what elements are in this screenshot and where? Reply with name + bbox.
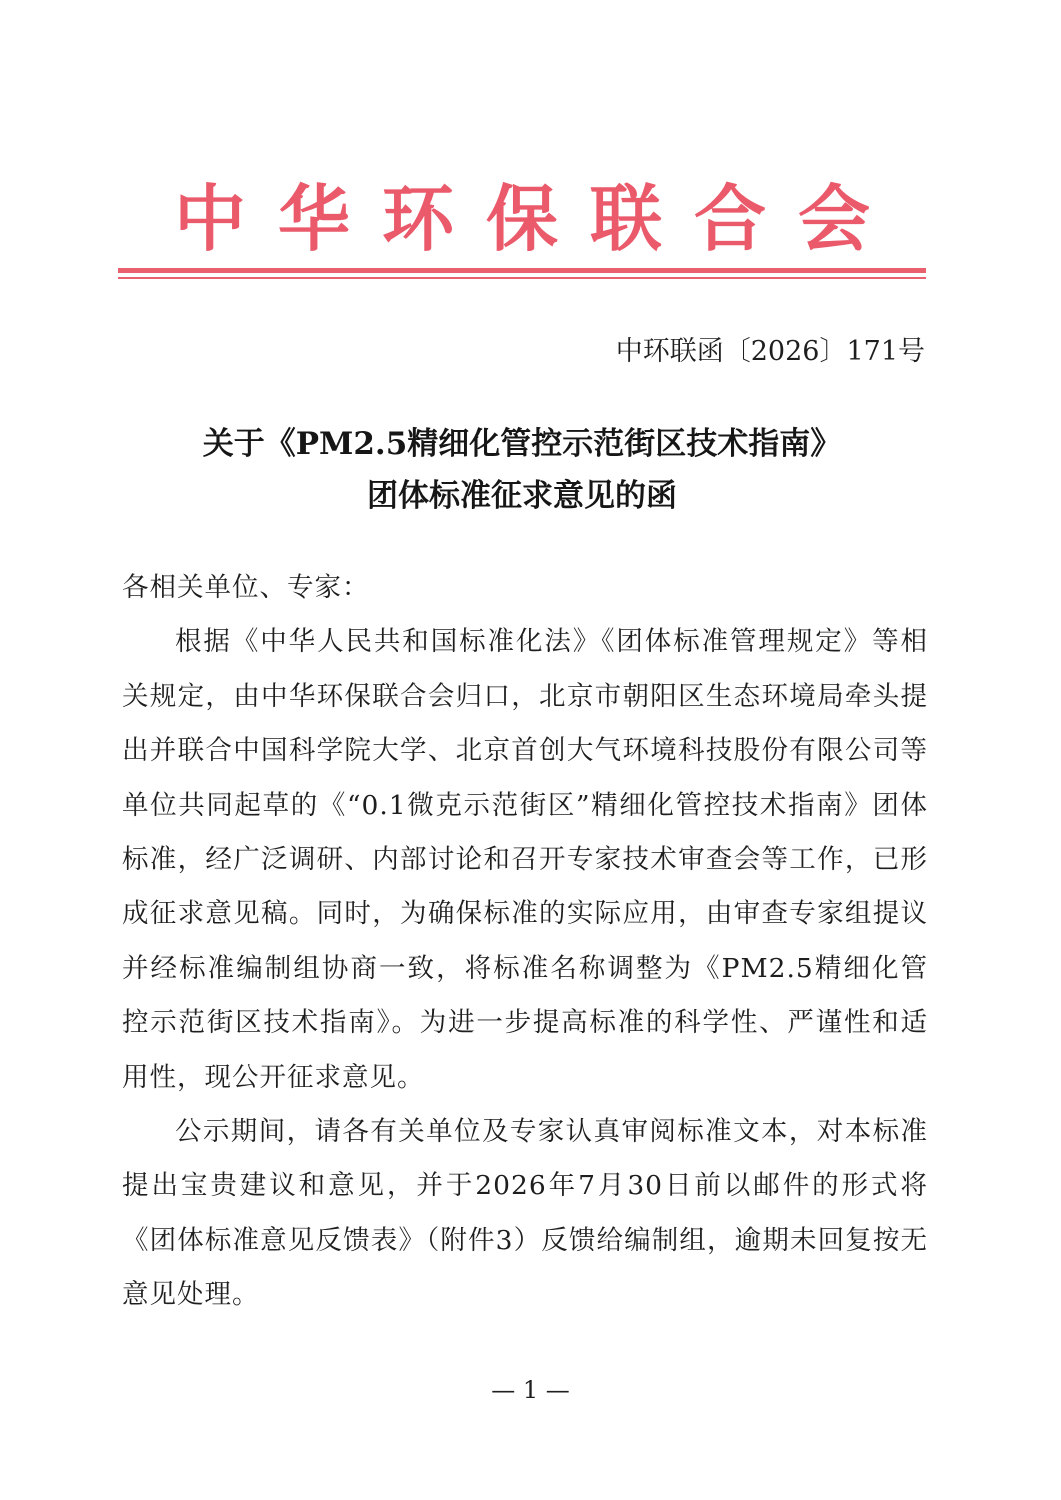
- letterhead-rule-thin: [118, 277, 926, 279]
- document-number: 中环联函〔2026〕171号: [615, 336, 925, 367]
- body-paragraph-1: 根据《中华人民共和国标准化法》《团体标准管理规定》等相关规定，由中华环保联合会归口，北京市朝阳区生态环境局牵头提出并联合中国科学院大学、北京首创大气环境科技股份有限公司等单位共同起草的《“0.1微克示范街区”精细化管控技术指南》团体标准，经广泛调研、内部讨论和召开专家技术审查会等工作，已形成征求意见稿。同时，为确保标准的实际应用，由审查专家组提议并经标准编制组协商一致，将标准名称调整为《PM2.5精细化管控示范街区技术指南》。为进一步提高标准的科学性、严谨性和适用性，现公开征求意见。: [122, 626, 928, 1093]
- salutation: 各相关单位、专家：: [122, 572, 370, 603]
- document-title: [118, 418, 926, 522]
- body-paragraph-2: 公示期间，请各有关单位及专家认真审阅标准文本，对本标准提出宝贵建议和意见，并于2026年7月30日前以邮件的形式将《团体标准意见反馈表》（附件3）反馈给编制组，逾期未回复按无意见处理。: [122, 1116, 928, 1311]
- letter-body: [122, 561, 928, 1323]
- organization-letterhead: 中华环保联合会: [173, 177, 902, 261]
- document-title-line-1: 关于《PM2.5精细化管控示范街区技术指南》: [202, 426, 842, 462]
- letterhead-rule-thick: [118, 268, 926, 273]
- page-number: — 1 —: [491, 1376, 570, 1404]
- document-title-line-2: 团体标准征求意见的函: [367, 478, 677, 514]
